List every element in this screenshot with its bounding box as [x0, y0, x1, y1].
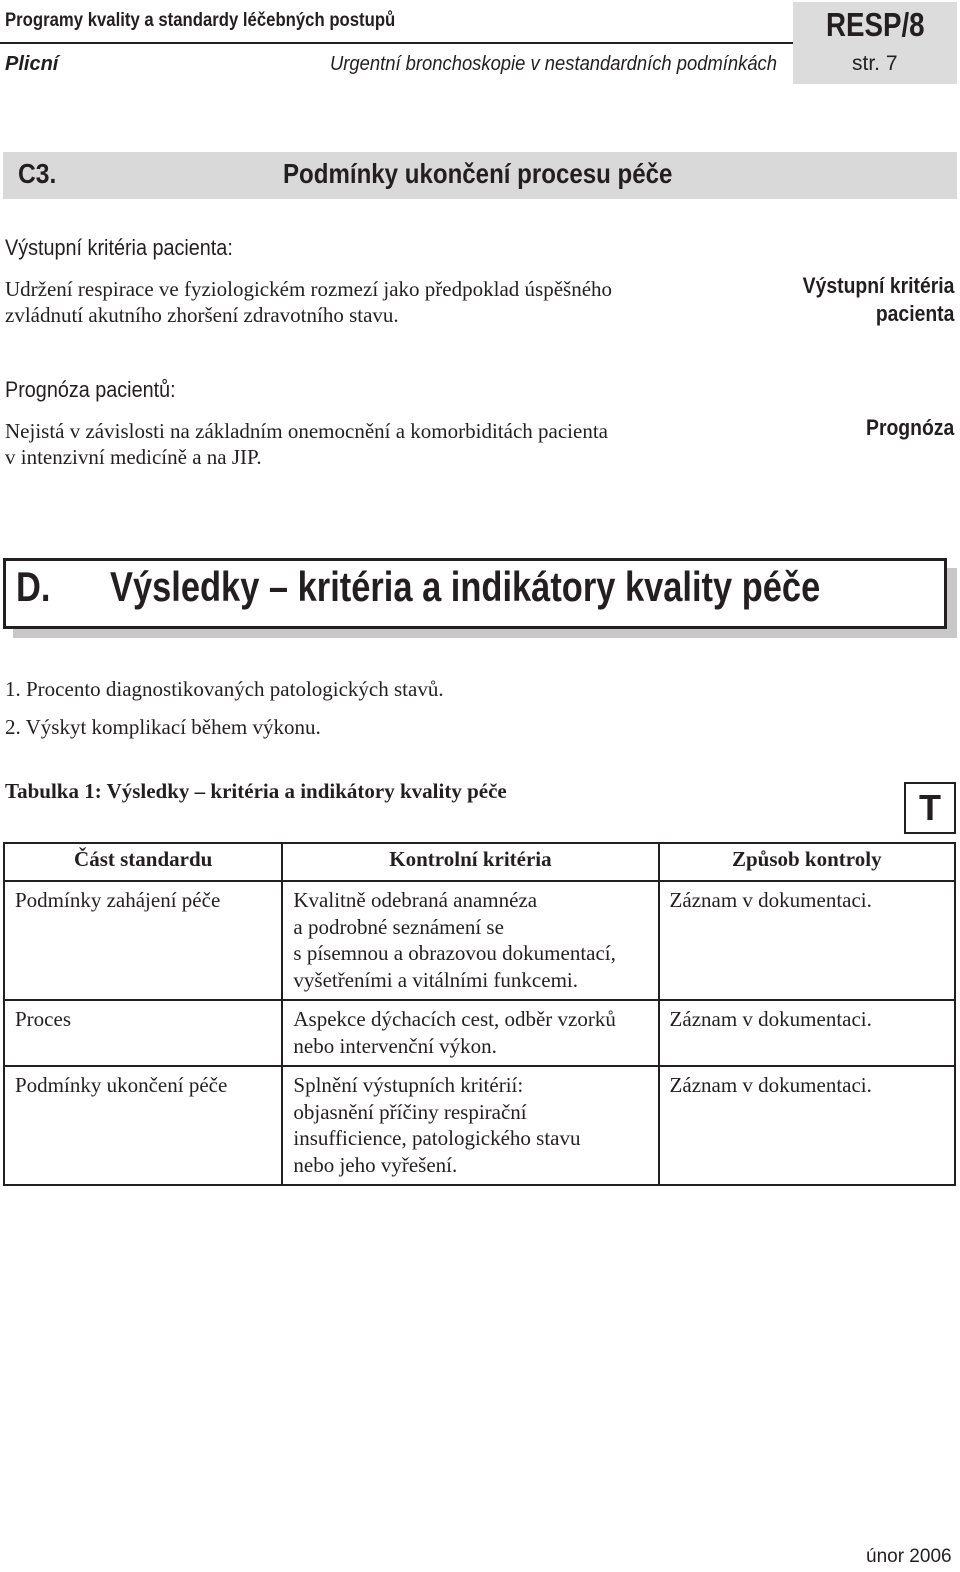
- section-name: Plicní: [5, 53, 59, 75]
- criteria-line: vyšetřeními a vitálními funkcemi.: [293, 967, 578, 992]
- section-c3-title: Podmínky ukončení procesu péče: [283, 158, 673, 189]
- criteria-line: objasnění příčiny respirační: [293, 1099, 527, 1124]
- exit-criteria-line: zvládnutí akutního zhoršení zdravotního stavu.: [5, 303, 399, 327]
- indicator-item: 1. Procento diagnostikovaných patologických stavů.: [5, 677, 444, 701]
- table-marker: T: [904, 782, 956, 834]
- footer-date: únor 2006: [866, 1546, 952, 1567]
- criteria-line: Aspekce dýchacích cest, odběr vzorků: [293, 1007, 616, 1031]
- exit-criteria-text: [5, 276, 612, 328]
- side-label-line: pacienta: [875, 301, 954, 326]
- criteria-cell: [282, 1000, 658, 1066]
- indicator-item: 2. Výskyt komplikací během výkonu.: [5, 715, 321, 739]
- exit-criteria-heading: Výstupní kritéria pacienta:: [5, 235, 233, 260]
- criteria-line: Kvalitně odebraná anamnéza: [293, 888, 538, 912]
- exit-criteria-line: Udržení respirace ve fyziologickém rozmezí jako předpoklad úspěšného: [5, 277, 613, 301]
- section-d-number: D.: [16, 563, 51, 610]
- criteria-cell: [282, 881, 658, 1000]
- prognosis-line: v intenzivní medicíně a na JIP.: [5, 445, 262, 469]
- part-cell: Proces: [4, 1000, 282, 1066]
- control-cell: Záznam v dokumentaci.: [659, 1000, 955, 1066]
- table-header-row: [4, 843, 955, 881]
- exit-criteria-side-label: [802, 272, 954, 328]
- table-caption: Tabulka 1: Výsledky – kritéria a indikátory kvality péče: [5, 779, 507, 803]
- table-row: [4, 1066, 955, 1185]
- criteria-line: insufficience, patologického stavu: [293, 1126, 581, 1150]
- prognosis-side-label: Prognóza: [865, 415, 954, 440]
- column-header: Část standardu: [4, 843, 282, 881]
- control-cell: Záznam v dokumentaci.: [659, 881, 955, 1000]
- criteria-line: s písemnou a obrazovou dokumentací,: [293, 941, 616, 965]
- part-cell: Podmínky zahájení péče: [4, 881, 282, 1000]
- criteria-line: Splnění výstupních kritérií:: [293, 1073, 524, 1097]
- page-number: str. 7: [852, 52, 898, 75]
- column-header: Způsob kontroly: [659, 843, 955, 881]
- document-code: RESP/8: [826, 6, 925, 43]
- document-subtitle: Urgentní bronchoskopie v nestandardních podmínkách: [330, 53, 777, 75]
- header-rule: [0, 42, 793, 44]
- criteria-line: nebo intervenční výkon.: [293, 1033, 497, 1058]
- part-cell: Podmínky ukončení péče: [4, 1066, 282, 1185]
- prognosis-heading: Prognóza pacientů:: [5, 377, 176, 402]
- results-table: [3, 842, 956, 1186]
- prognosis-text: [5, 418, 608, 470]
- table-row: [4, 881, 955, 1000]
- section-c3-number: C3.: [18, 158, 57, 189]
- prognosis-line: Nejistá v závislosti na základním onemocnění a komorbiditách pacienta: [5, 419, 608, 443]
- column-header: Kontrolní kritéria: [282, 843, 658, 881]
- side-label-line: Výstupní kritéria: [802, 273, 954, 298]
- section-d-title: Výsledky – kritéria a indikátory kvality péče: [110, 563, 821, 610]
- criteria-line: nebo jeho vyřešení.: [293, 1152, 458, 1177]
- control-cell: Záznam v dokumentaci.: [659, 1066, 955, 1185]
- criteria-line: a podrobné seznámení se: [293, 914, 504, 939]
- table-row: [4, 1000, 955, 1066]
- document-series-title: Programy kvality a standardy léčebných postupů: [5, 10, 396, 31]
- criteria-cell: [282, 1066, 658, 1185]
